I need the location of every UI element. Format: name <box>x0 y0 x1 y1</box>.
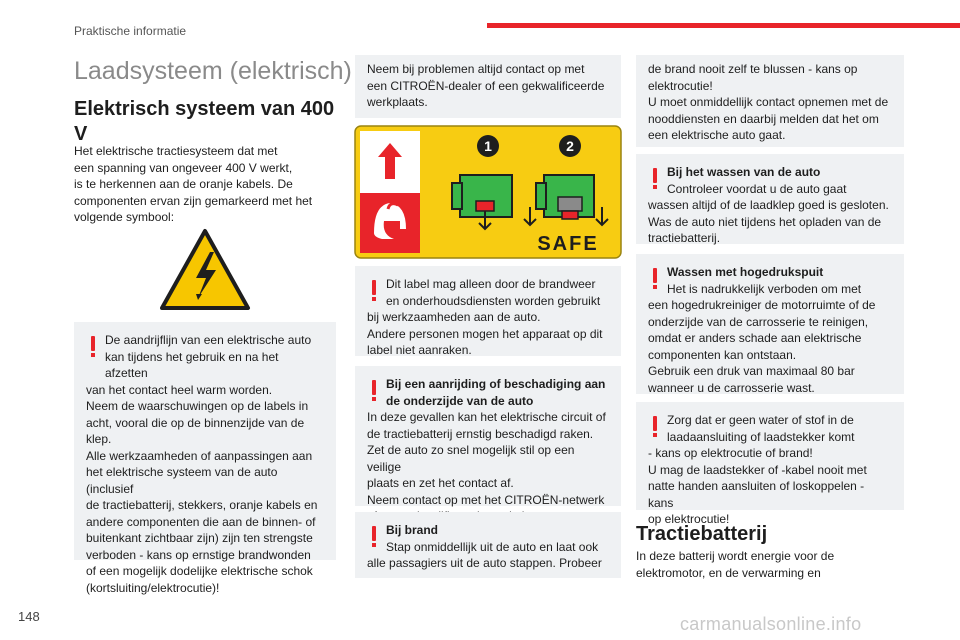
warning-box-water-dust: Zorg dat er geen water of stof in de laadaansluiting of laadstekker komt - kans op elektrocutie of brand! U mag de laadstekker of -kabel nooit met natte handen aansluiten of loskoppelen - kans op elektrocutie! <box>636 402 904 510</box>
watermark: carmanualsonline.info <box>680 614 862 634</box>
warning-box-fire-continued: de brand nooit zelf te blussen - kans op elektrocutie! U moet onmiddellijk contact opnemen met de nooddiensten en daarbij melden dat het om een elektrische auto gaat. <box>636 55 904 147</box>
exclamation-icon <box>372 380 376 400</box>
warning-box-hot-drivetrain: De aandrijflijn van een elektrische auto kan tijdens het gebruik en na het afzetten van het contact heel warm worden. Neem de waarschuwingen op de labels in acht, vooral die op de binnenzijde van de klep. Alle werkzaamheden of aanpassingen aan het elektrische systeem van de auto (inclusief de tractiebatterij, stekkers, oranje kabels en andere componenten die aan de binnen- of buitenkant zichtbaar zijn) zijn ten strengste verboden - kans op ernstige brandwonden of een mogelijk dodelijke elektrische schok (kortsluiting/elektrocutie)! <box>74 322 336 560</box>
exclamation-icon <box>91 336 95 356</box>
exclamation-icon <box>372 526 376 546</box>
page-number: 148 <box>18 609 40 624</box>
section-title-tractiebatterij: Tractiebatterij <box>636 523 768 545</box>
section-title-400v: Elektrisch systeem van 400 V <box>74 98 335 145</box>
warning-box-collision: Bij een aanrijding of beschadiging aan de onderzijde van de auto In deze gevallen kan het elektrische circuit of de tractiebatterij ernstig beschadigd raken. Zet de auto zo snel mogelijk stil op een veilige plaats en zet het contact af. Neem contact op met het CITROËN-netwerk <box>355 366 621 506</box>
firefighter-safe-label-image <box>354 125 622 259</box>
exclamation-icon <box>372 280 376 300</box>
svg-text:1: 1 <box>484 138 492 154</box>
warning-box-label-usage: Dit label mag alleen door de brandweer en onderhoudsdiensten worden gebruikt bij werkzaamheden aan de auto. Andere personen mogen het apparaat op dit label niet aanraken. <box>355 266 621 356</box>
exclamation-icon <box>653 168 657 188</box>
high-voltage-warning-icon <box>158 228 252 312</box>
exclamation-icon <box>653 416 657 436</box>
exclamation-icon <box>653 268 657 288</box>
chapter-title: Laadsysteem (elektrisch) <box>74 57 352 85</box>
svg-text:SAFE: SAFE <box>537 233 599 255</box>
battery-paragraph: In deze batterij wordt energie voor de elektromotor, en de verwarming en <box>636 549 835 580</box>
intro-paragraph: Het elektrische tractiesysteem dat met een spanning van ongeveer 400 V werkt, is te herkennen aan de oranje kabels. De componenten ervan zijn gemarkeerd met het volgende symbool: <box>74 144 313 224</box>
header-accent-bar <box>487 23 960 28</box>
svg-text:2: 2 <box>566 138 574 154</box>
info-box-contact-dealer: Neem bij problemen altijd contact op met een CITROËN-dealer of een gekwalificeerde werkplaats. <box>355 55 621 118</box>
running-header: Praktische informatie <box>74 24 187 38</box>
warning-box-washing: Bij het wassen van de auto Controleer voordat u de auto gaat wassen altijd of de laadklep goed is gesloten. Was de auto niet tijdens het opladen van de tractiebatterij. <box>636 154 904 244</box>
warning-box-fire: Bij brand Stap onmiddellijk uit de auto en laat ook alle passagiers uit de auto stappen. Probeer <box>355 512 621 578</box>
warning-box-pressure-washer: Wassen met hogedrukspuit Het is nadrukkelijk verboden om met een hogedrukreiniger de motorruimte of de onderzijde van de carrosserie te reinigen, omdat er anders schade aan elektrische componenten kan ontstaan. Gebruik een druk van maximaal 80 bar wanneer u de carrosserie wast. <box>636 254 904 394</box>
